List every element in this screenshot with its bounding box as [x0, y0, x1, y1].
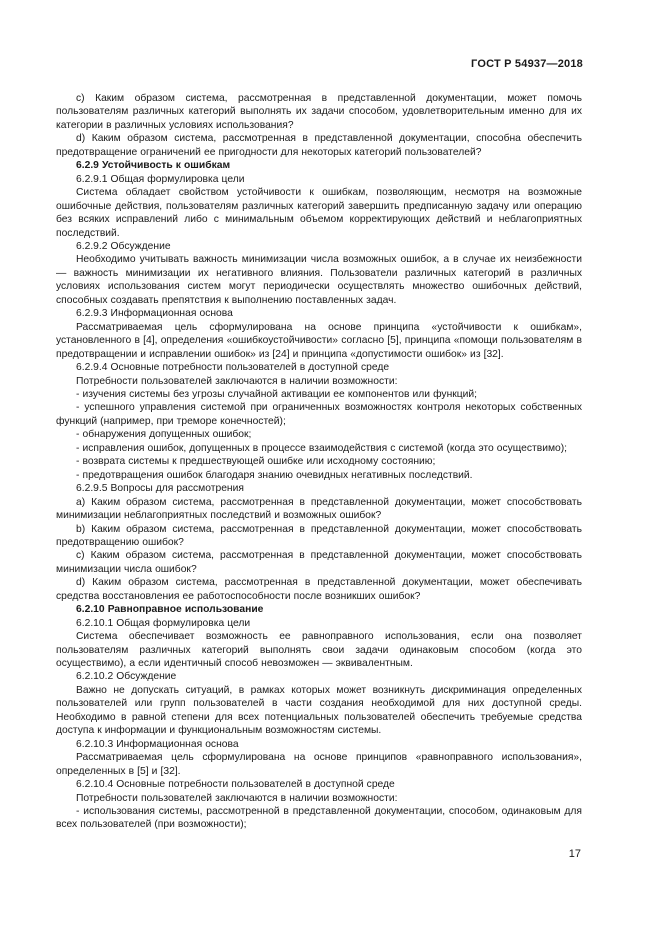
- subsection-heading: 6.2.10.1 Общая формулировка цели: [76, 617, 251, 629]
- paragraph: c) Каким образом система, рассмотренная в представленной документации, может помочь пользователям различных категорий выполнять их задачи способом, удовлетворительным именно для их категории в различных условиях использования?: [56, 93, 582, 131]
- paragraph: Необходимо учитывать важность минимизации числа возможных ошибок, а в случае их неизбежности — важность минимизации их негативного влияния. Пользователи различных категорий в различных условиях использования систем могут периодически осуществлять множество ошибочных действий, способных создавать препятствия к выполнению поставленных задач.: [56, 254, 582, 306]
- paragraph: Потребности пользователей заключаются в наличии возможности:: [76, 792, 398, 804]
- list-item: - возврата системы к предшествующей ошибке или исходному состоянию;: [76, 456, 436, 468]
- list-item: - исправления ошибок, допущенных в процессе взаимодействия с системой (когда это осуществимо);: [76, 442, 568, 454]
- list-item: - изучения системы без угрозы случайной активации ее компонентов или функций;: [76, 388, 478, 400]
- paragraph: Рассматриваемая цель сформулирована на основе принципов «равноправного использования», определенных в [5] и [32].: [56, 752, 582, 777]
- subsection-heading: 6.2.9.3 Информационная основа: [76, 308, 233, 320]
- paragraph: d) Каким образом система, рассмотренная в представленной документации, способна обеспечить предотвращение ограничений ее пригодности для некоторых категорий пользователей?: [56, 133, 582, 158]
- section-heading: 6.2.9 Устойчивость к ошибкам: [76, 160, 231, 172]
- subsection-heading: 6.2.9.5 Вопросы для рассмотрения: [76, 483, 244, 495]
- question-item: b) Каким образом система, рассмотренная в представленной документации, может способствовать предотвращению ошибок?: [56, 523, 582, 548]
- list-item: - обнаружения допущенных ошибок;: [76, 429, 252, 441]
- subsection-heading: 6.2.9.2 Обсуждение: [76, 240, 171, 252]
- subsection-heading: 6.2.10.4 Основные потребности пользователей в доступной среде: [76, 779, 395, 791]
- question-item: d) Каким образом система, рассмотренная в представленной документации, может обеспечивать средства восстановления ее работоспособности после возникших ошибок?: [56, 577, 582, 602]
- question-item: c) Каким образом система, рассмотренная в представленной документации, может способствовать минимизации числа ошибок?: [56, 550, 582, 575]
- list-item: - предотвращения ошибок благодаря знанию очевидных негативных последствий.: [76, 469, 473, 481]
- subsection-heading: 6.2.9.1 Общая формулировка цели: [76, 173, 245, 185]
- document-body: [56, 92, 582, 832]
- list-item: - использования системы, рассмотренной в представленной документации, способом, одинаковым для всех пользователей (при возможности);: [56, 806, 582, 831]
- paragraph: Важно не допускать ситуаций, в рамках которых может возникнуть дискриминация определенных пользователей или групп пользователей в части создания необходимой для них доступной среды. Необходимо в равной степени для всех потенциальных пользователей обеспечить требуемые средства доступа к информации и функциональным возможностям системы.: [56, 684, 582, 737]
- paragraph: Система обеспечивает возможность ее равноправного использования, если она позволяет пользователям различных категорий выполнять свои задачи одинаковым способом (когда это осуществимо), а если идентичный способ невозможен — эквивалентным.: [56, 631, 582, 670]
- paragraph: Рассматриваемая цель сформулирована на основе принципа «устойчивости к ошибкам», установленного в [4], определения «ошибкоустойчивости» согласно [5], принципа «помощи пользователям в предотвращении и исправлении ошибок» из [24] и принципа «допустимости ошибок» из [32].: [56, 321, 582, 360]
- paragraph: Потребности пользователей заключаются в наличии возможности:: [76, 375, 398, 387]
- subsection-heading: 6.2.10.3 Информационная основа: [76, 738, 239, 750]
- document-header: ГОСТ Р 54937—2018: [471, 58, 583, 70]
- section-heading: 6.2.10 Равноправное использование: [76, 604, 264, 616]
- paragraph: Система обладает свойством устойчивости к ошибкам, позволяющим, несмотря на возможные ошибочные действия, пользователям различных категорий завершить предписанную задачу или операцию без всяких исправлений либо с минимальным объемом корректирующих действий и неблагоприятных последствий.: [56, 187, 582, 239]
- subsection-heading: 6.2.10.2 Обсуждение: [76, 671, 177, 683]
- question-item: a) Каким образом система, рассмотренная в представленной документации, может способствовать минимизации неблагоприятных последствий и возможных ошибок?: [56, 496, 582, 522]
- subsection-heading: 6.2.9.4 Основные потребности пользователей в доступной среде: [76, 362, 390, 374]
- list-item: - успешного управления системой при ограниченных возможностях контроля некоторых собственных функций (например, при треморе конечностей);: [56, 402, 582, 427]
- page-number: 17: [568, 848, 581, 860]
